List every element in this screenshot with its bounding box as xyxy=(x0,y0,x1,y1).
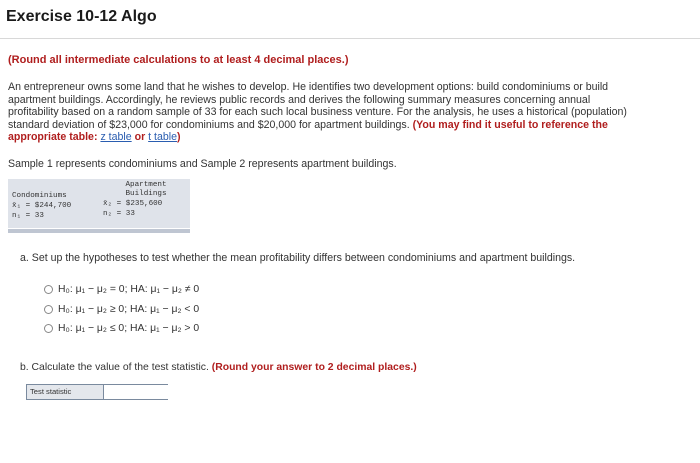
hypothesis-option-2[interactable] xyxy=(44,304,199,315)
summary-divider xyxy=(8,229,190,233)
condominiums-header: Condominiums xyxy=(12,192,67,200)
condominiums-column xyxy=(12,191,71,221)
radio-button[interactable] xyxy=(44,324,53,333)
part-b-question xyxy=(20,362,417,373)
test-statistic-row xyxy=(26,384,168,400)
t-table-link[interactable]: t table xyxy=(148,131,178,144)
apartments-header-line2: Buildings xyxy=(125,190,167,198)
condominiums-mean: x̄₁ = $244,700 xyxy=(12,202,72,210)
test-statistic-label: Test statistic xyxy=(27,385,104,399)
hypothesis-option-label: H₀: μ₁ − μ₂ = 0; HA: μ₁ − μ₂ ≠ 0 xyxy=(58,284,200,295)
hypothesis-option-3[interactable] xyxy=(44,323,199,334)
hypothesis-option-1[interactable] xyxy=(44,284,199,295)
test-statistic-input[interactable] xyxy=(105,385,171,399)
apartments-header xyxy=(111,181,181,199)
radio-button[interactable] xyxy=(44,305,53,314)
rounding-instruction: (Round all intermediate calculations to at least 4 decimal places.) xyxy=(8,54,349,66)
sample-description: Sample 1 represents condominiums and Sample 2 represents apartment buildings. xyxy=(8,158,397,170)
summary-table xyxy=(8,179,190,228)
intro-text: An entrepreneur owns some land that he wishes to develop. He identifies two development options: build condominiums or build apartment buildings. Accordingly, he reviews public records and derives the following summary measures concerning annual profitability based on a random sample of 33 for each such local business venture. For the analysis, he uses a historical (population) standard deviation of $23,000 for condominiums and $20,000 for apartment buildings. xyxy=(8,81,627,131)
problem-intro xyxy=(8,81,638,144)
apartments-column xyxy=(103,181,181,219)
apartments-header-line1: Apartment xyxy=(125,181,167,189)
apartments-n: n₂ = 33 xyxy=(103,210,135,218)
hypothesis-option-label: H₀: μ₁ − μ₂ ≥ 0; HA: μ₁ − μ₂ < 0 xyxy=(58,304,200,315)
part-b-text: b. Calculate the value of the test statistic. xyxy=(20,362,209,373)
radio-button[interactable] xyxy=(44,285,53,294)
apartments-mean: x̄₂ = $235,600 xyxy=(103,200,163,208)
table-hint-close: ) xyxy=(177,131,181,144)
page-title: Exercise 10-12 Algo xyxy=(6,8,157,25)
part-a-question: a. Set up the hypotheses to test whether the mean profitability differs between condominiums and apartment buildings. xyxy=(20,252,576,264)
part-b-rounding: (Round your answer to 2 decimal places.) xyxy=(211,362,417,373)
z-table-link[interactable]: z table xyxy=(100,131,132,144)
table-hint-text: (You may find it useful to reference the appropriate table: xyxy=(8,118,608,144)
header-bar xyxy=(0,0,700,39)
condominiums-n: n₁ = 33 xyxy=(12,212,44,220)
hypothesis-option-label: H₀: μ₁ − μ₂ ≤ 0; HA: μ₁ − μ₂ > 0 xyxy=(58,323,200,334)
table-hint-or: or xyxy=(134,131,146,144)
